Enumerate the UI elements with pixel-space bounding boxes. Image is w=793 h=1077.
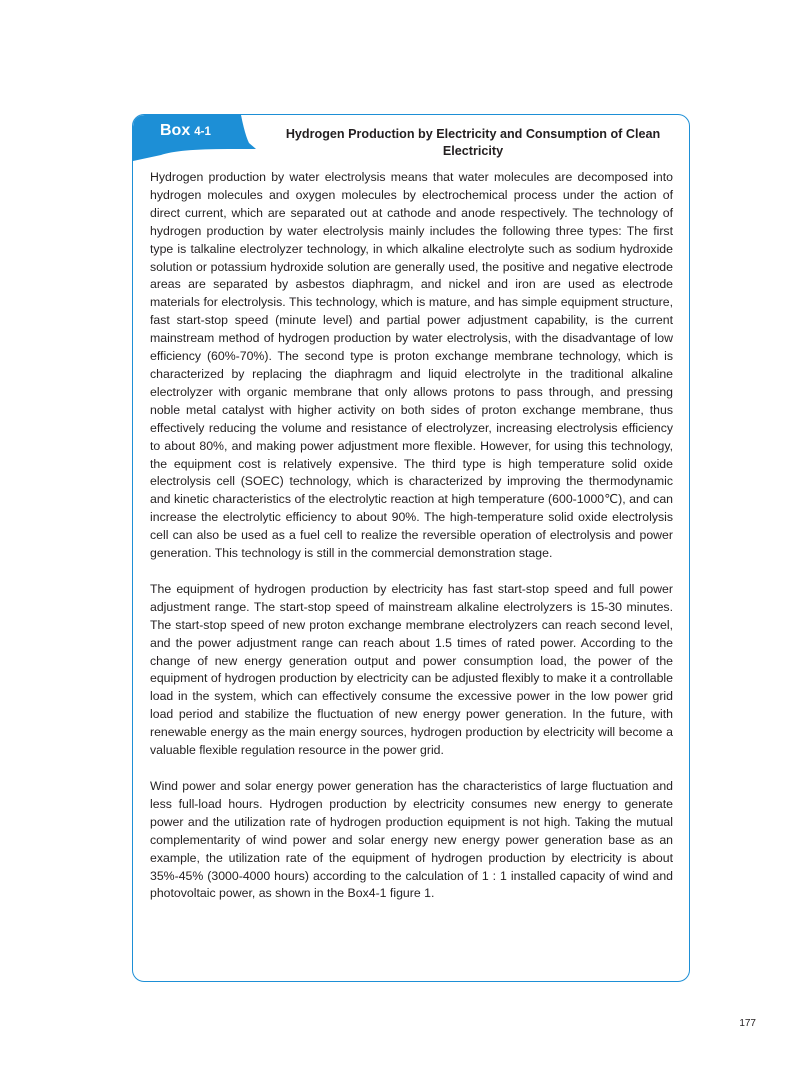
box-label (160, 122, 211, 141)
paragraph-utilization-rate: Wind power and solar energy power generation has the characteristics of large fluctuation and less full-load hours. Hydrogen production by electricity consumes new energy to generate power and the utilization rate of hydrogen production equipment is not high. Taking the mutual complementarity of wind power and solar energy new energy power generation base as an example, the utilization rate of the equipment of hydrogen production by electricity is about 35%-45% (3000-4000 hours) according to the calculation of 1 : 1 installed capacity of wind and photovoltaic power, as shown in the Box4-1 figure 1. (150, 779, 673, 901)
box-title: Hydrogen Production by Electricity and Consumption of Clean Electricity (285, 127, 661, 158)
paragraph-electrolysis-types: Hydrogen production by water electrolysis means that water molecules are decomposed into hydrogen molecules and oxygen molecules by electrochemical process under the action of direct current, which are separated out at cathode and anode respectively. The technology of hydrogen production by water electrolysis mainly includes the following three types: The first type is talkaline electrolyzer technology, in which alkaline electrolyte such as sodium hydroxide solution or potassium hydroxide solution are generally used, the positive and negative electrode areas are separated by asbestos diaphragm, and nickel and iron are used as electrode materials for electrolysis. This technology, which is mature, and has simple equipment structure, fast start-stop speed (minute level) and partial power adjustment capability, is the current mainstream method of hydrogen production by water electrolysis, with the disadvantage of low efficiency (60%-70%). The second type is proton exchange membrane technology, which is characterized by replacing the diaphragm and liquid electrolyte in the traditional alkaline electrolyzer with organic membrane that only allows protons to pass through, and pressing noble metal catalyst with higher activity on both sides of proton exchange membrane, thus effectively reducing the volume and resistance of electrolyzer, increasing electrolysis efficiency to about 80%, and making power adjustment more flexible. However, for using this technology, the equipment cost is relatively expensive. The third type is high temperature solid oxide electrolysis cell (SOEC) technology, which is characterized by improving the thermodynamic and kinetic characteristics of the electrolytic reaction at high temperature (600-1000℃), and can increase the electrolytic efficiency to about 90%. The high-temperature solid oxide electrolysis cell can also be used as a fuel cell to realize the reversible operation of electrolysis and power generation. This technology is still in the commercial demonstration stage. (150, 170, 673, 561)
box-number: 4-1 (194, 126, 211, 138)
box-content (150, 169, 673, 921)
text-box (132, 114, 690, 982)
paragraph-adjustment-range: The equipment of hydrogen production by electricity has fast start-stop speed and full power adjustment range. The start-stop speed of mainstream alkaline electrolyzers is 15-30 minutes. The start-stop speed of new proton exchange membrane electrolyzers can reach second level, and the power adjustment range can reach about 1.5 times of rated power. According to the change of new energy generation output and power consumption load, the power of the equipment of hydrogen production by electricity can be adjusted flexibly to make it a controllable load in the system, which can effectively consume the excessive power in the low power grid load period and stabilize the fluctuation of new energy power generation. In the future, with renewable energy as the main energy sources, hydrogen production by electricity will become a valuable flexible regulation resource in the power grid. (150, 581, 673, 758)
page-number: 177 (739, 1018, 756, 1029)
box-label-text: Box (160, 122, 191, 139)
